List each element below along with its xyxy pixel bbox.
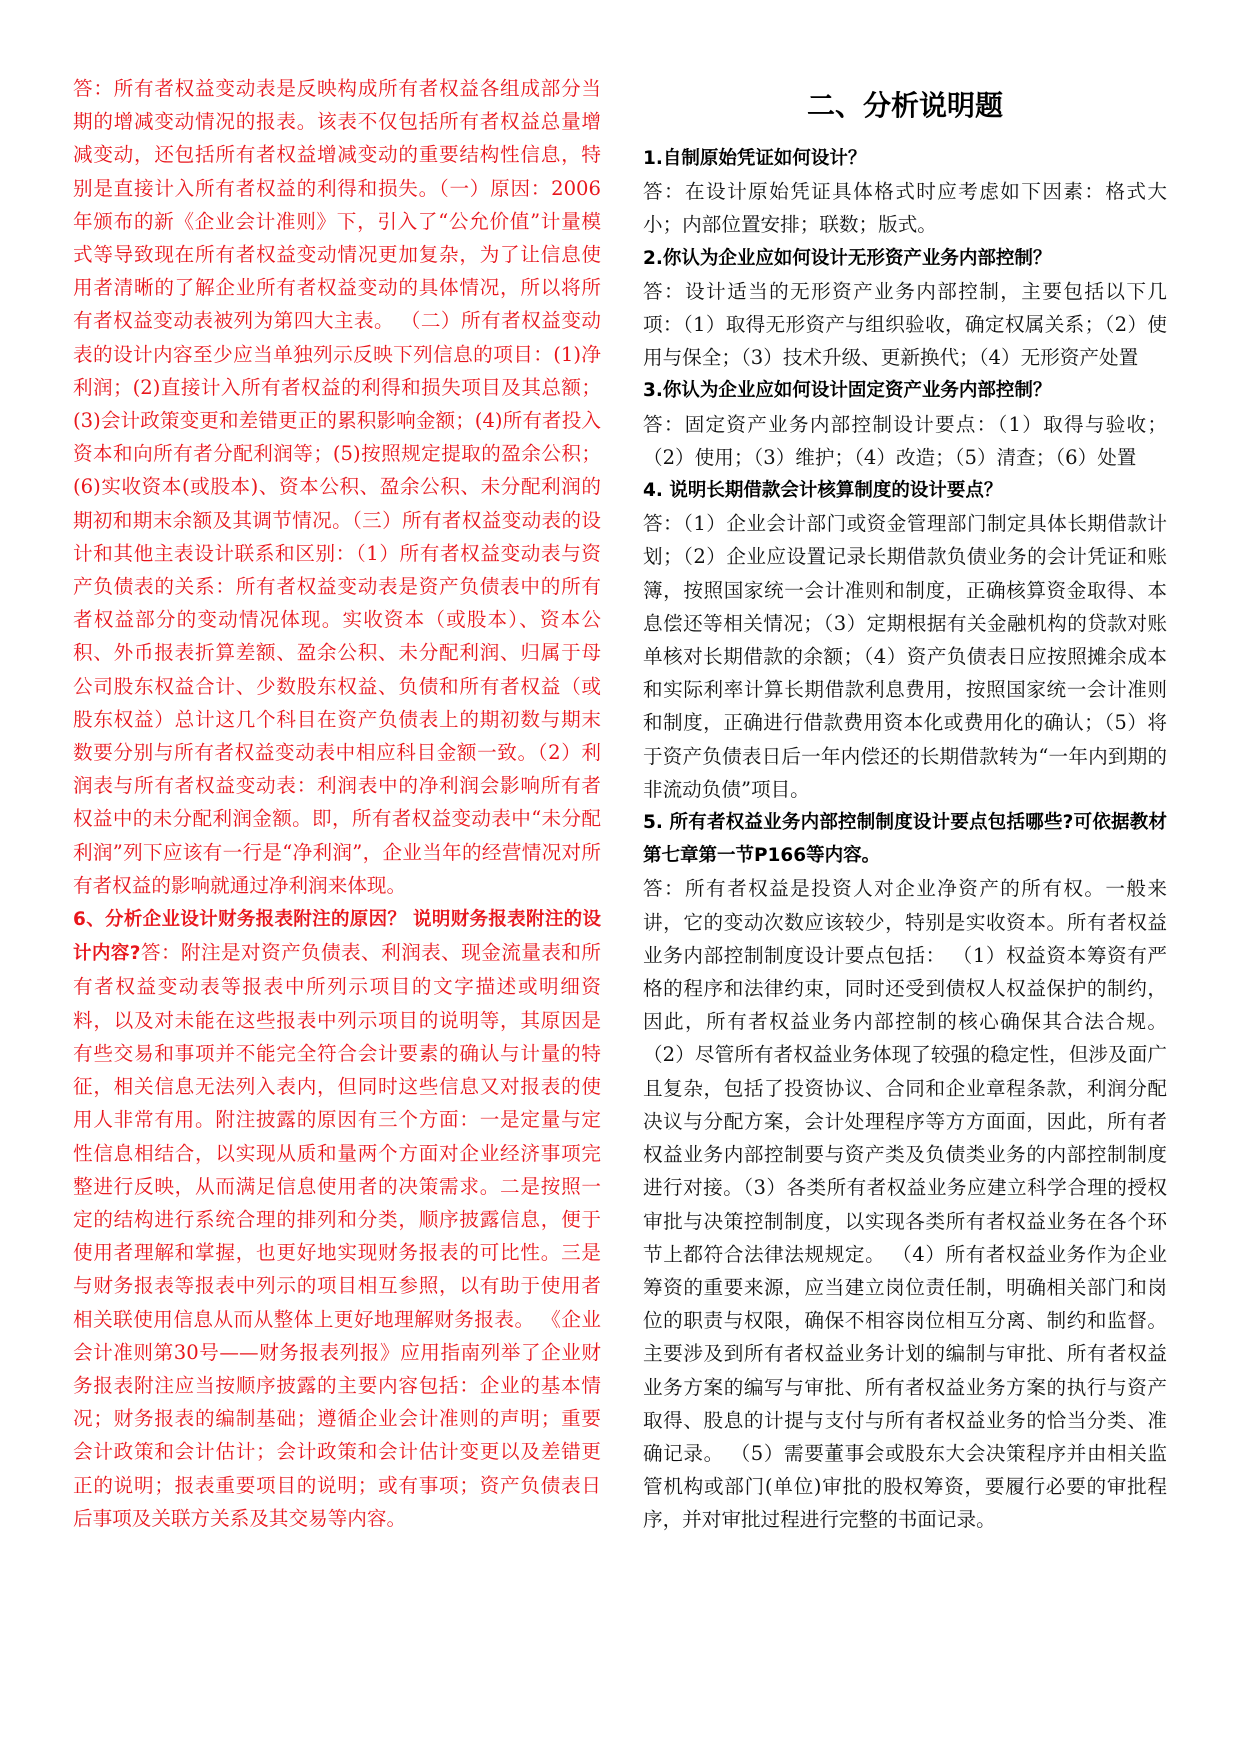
question-6-block — [73, 902, 601, 1535]
question-6-answer: 答：附注是对资产负债表、利润表、现金流量表和所有者权益变动表等报表中所列示项目的文字描述或明细资料，以及对未能在这些报表中列示项目的说明等，其原因是有些交易和事项并不能完全符合会计要素的确认与计量的特征，相关信息无法列入表内，但同时这些信息又对报表的使用人非常有用。附注披露的原因有三个方面：一是定量与定性信息相结合，以实现从质和量两个方面对企业经济事项完整进行反映，从而满足信息使用者的决策需求。二是按照一定的结构进行系统合理的排列和分类，顺序披露信息，便于使用者理解和掌握，也更好地实现财务报表的可比性。三是与财务报表等报表中列示的项目相互参照，以有助于使用者相关联使用信息从而从整体上更好地理解财务报表。 《企业会计准则第30号——财务报表列报》应用指南列举了企业财务报表附注应当按顺序披露的主要内容包括：企业的基本情况；财务报表的编制基础；遵循企业会计准则的声明；重要会计政策和会计估计；会计政策和会计估计变更以及差错更正的说明；报表重要项目的说明；或有事项；资产负债表日后事项及关联方关系及其交易等内容。 — [73, 941, 601, 1530]
answer-4: 答：（1）企业会计部门或资金管理部门制定具体长期借款计划；（2）企业应设置记录长期借款负债业务的会计凭证和账簿，按照国家统一会计准则和制度，正确核算资金取得、本息偿还等相关情况；（3）定期根据有关金融机构的贷款对账单核对长期借款的余额；（4）资产负债表日应按照摊余成本和实际利率计算长期借款利息费用，按照国家统一会计准则和制度，正确进行借款费用资本化或费用化的确认；（5）将于资产负债表日后一年内偿还的长期借款转为“一年内到期的非流动负债”项目。 — [643, 512, 1167, 801]
question-3: 3.你认为企业应如何设计固定资产业务内部控制？ — [643, 380, 1052, 402]
question-2: 2.你认为企业应如何设计无形资产业务内部控制？ — [643, 247, 1052, 269]
question-6 — [73, 902, 601, 1535]
answer-paragraph: 答：所有者权益变动表是反映构成所有者权益各组成部分当期的增减变动情况的报表。该表不仅包括所有者权益总量增减变动，还包括所有者权益增减变动的重要结构性信息，特别是直接计入所有者权益的利得和损失。（一）原因：2006年颁布的新《企业会计准则》下，引入了“公允价值”计量模式等导致现在所有者权益变动情况更加复杂，为了让信息使用者清晰的了解企业所有者权益变动的具体情况，所以将所有者权益变动表被列为第四大主表。 （二）所有者权益变动表的设计内容至少应当单独列示反映下列信息的项目：(1)净利润；(2)直接计入所有者权益的利得和损失项目及其总额；(3)会计政策变更和差错更正的累积影响金额；(4)所有者投入资本和向所有者分配利润等；(5)按照规定提取的盈余公积；(6)实收资本(或股本)、资本公积、盈余公积、未分配利润的期初和期末余额及其调节情况。（三）所有者权益变动表的设计和其他主表设计联系和区别：（1）所有者权益变动表与资产负债表的关系：所有者权益变动表是资产负债表中的所有者权益部分的变动情况体现。实收资本（或股本）、资本公积、外币报表折算差额、盈余公积、未分配利润、归属于母公司股东权益合计、少数股东权益、负债和所有者权益（或股东权益）总计这几个科目在资产负债表上的期初数与期末数要分别与所有者权益变动表中相应科目金额一致。（2）利润表与所有者权益变动表：利润表中的净利润会影响所有者权益中的未分配利润金额。即，所有者权益变动表中“未分配利润”列下应该有一行是“净利润”，企业当年的经营情况对所有者权益的影响就通过净利润来体现。 — [73, 77, 601, 897]
answer-1: 答：在设计原始凭证具体格式时应考虑如下因素：格式大小；内部位置安排；联数；版式。 — [643, 180, 1167, 237]
answer-3: 答：固定资产业务内部控制设计要点：（1）取得与验收；（2）使用；（3）维护；（4）改造；（5）清查；（6）处置 — [643, 412, 1167, 469]
question-1: 1.自制原始凭证如何设计？ — [643, 148, 867, 169]
answer-5: 答：所有者权益是投资人对企业净资产的所有权。一般来讲，它的变动次数应该较少，特别是实收资本。所有者权益业务内部控制制度设计要点包括： （1）权益资本筹资有严格的程序和法律约束，同时还受到债权人权益保护的制约，因此，所有者权益业务内部控制的核心确保其合法合规。 （2）尽管所有者权益业务体现了较强的稳定性，但涉及面广且复杂，包括了投资协议、合同和企业章程条款，利润分配决议与分配方案，会计处理程序等方方面面，因此，所有者权益业务内部控制要与资产类及负债类业务的内部控制制度进行对接。（3）各类所有者权益业务应建立科学合理的授权审批与决策控制制度，以实现各类所有者权益业务在各个环节上都符合法律法规规定。 （4）所有者权益业务作为企业筹资的重要来源，应当建立岗位责任制，明确相关部门和岗位的职责与权限，确保不相容岗位相互分离、制约和监督。主要涉及到所有者权益业务计划的编制与审批、所有者权益业务方案的编写与审批、所有者权益业务方案的执行与资产取得、股息的计提与支付与所有者权益业务的恰当分类、准确记录。 （5）需要董事会或股东大会决策程序并由相关监管机构或部门(单位)审批的股权筹资，要履行必要的审批程序，并对审批过程进行完整的书面记录。 — [643, 877, 1167, 1532]
owners-equity-statement-answer — [73, 72, 601, 902]
left-column — [73, 72, 601, 1535]
question-6-title: 6、分析企业设计财务报表附注的原因？ 说明财务报表附注的设计内容? — [73, 909, 601, 965]
question-5: 5. 所有者权益业务内部控制制度设计要点包括哪些?可依据教材第七章第一节P166等内容。 — [643, 812, 1167, 867]
answer-2: 答：设计适当的无形资产业务内部控制，主要包括以下几项：（1）取得无形资产与组织验收，确定权属关系；（2）使用与保全；（3）技术升级、更新换代；（4）无形资产处置 — [643, 279, 1167, 370]
section-title: 二、分析说明题 — [806, 89, 1003, 122]
question-4: 4. 说明长期借款会计核算制度的设计要点？ — [643, 480, 1003, 502]
right-column — [643, 72, 1167, 1537]
